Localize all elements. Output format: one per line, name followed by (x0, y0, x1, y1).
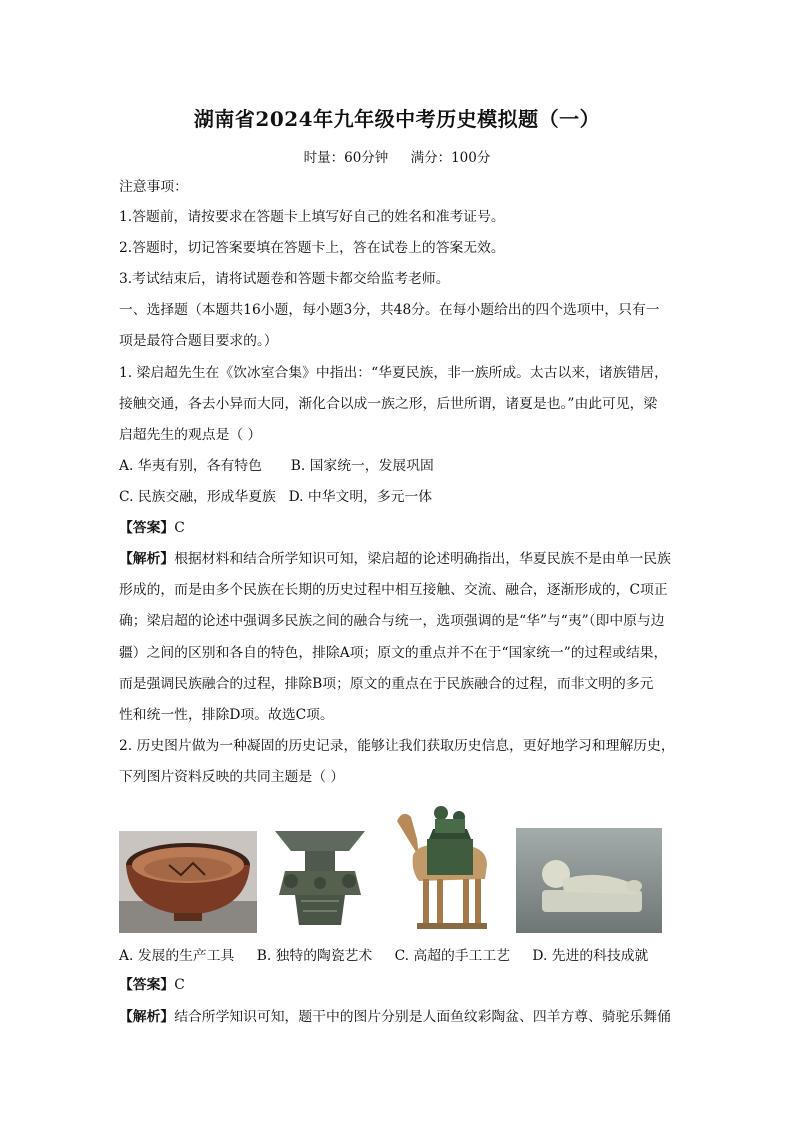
q2-stem-line2: 下列图片资料反映的共同主题是（ ） (119, 769, 345, 785)
q2-analysis-label: 【解析】 (119, 1009, 175, 1025)
q1-analysis-line5: 而是强调民族融合的过程，排除B项；原文的重点在于民族融合的过程，而非文明的多元 (119, 676, 654, 692)
porcelain-pillow-image (516, 828, 662, 933)
q1-analysis-line6: 性和统一性，排除D项。故选C项。 (119, 707, 334, 723)
q1-analysis-line2: 形成的，而是由多个民族在长期的历史过程中相互接触、交流、融合，逐渐形成的，C项正 (119, 582, 668, 598)
pottery-basin-icon (119, 831, 257, 933)
q2-analysis-text: 结合所学知识可知，题干中的图片分别是人面鱼纹彩陶盆、四羊方尊、骑驼乐舞俑 (174, 1009, 671, 1025)
q2-option-c[interactable]: C. 高超的手工工艺 (394, 948, 511, 964)
bronze-zun-image (271, 829, 369, 929)
camel-icon (389, 799, 500, 933)
q1-answer (119, 518, 679, 538)
q1-option-b[interactable]: B. 国家统一，发展巩固 (290, 458, 434, 474)
q2-option-b[interactable]: B. 独特的陶瓷艺术 (256, 948, 373, 964)
q1-option-d[interactable]: D. 中华文明，多元一体 (288, 489, 433, 505)
notice-item-3: 3.考试结束后，请将试题卷和答题卡都交给监考老师。 (119, 271, 450, 287)
notice-item-2: 2.答题时，切记答案要填在答题卡上，答在试卷上的答案无效。 (119, 240, 505, 256)
exam-time: 时量：60分钟 (303, 150, 389, 166)
q1-option-a[interactable]: A. 华夷有别，各有特色 (119, 458, 262, 474)
exam-info (0, 146, 794, 166)
q1-stem-line1: 1. 梁启超先生在《饮冰室合集》中指出：“华夏民族，非一族所成。太古以来，诸族错居， (119, 365, 668, 381)
q1-analysis-text: 根据材料和结合所学知识可知，梁启超的论述明确指出，华夏民族不是由单一民族 (174, 551, 671, 567)
q1-options-row1 (119, 456, 679, 476)
pottery-basin-image (119, 831, 257, 933)
q2-answer-value: C (174, 977, 185, 993)
page-title: 湖南省2024年九年级中考历史模拟题（一） (193, 107, 601, 131)
q2-options-row (119, 944, 666, 964)
q2-option-a[interactable]: A. 发展的生产工具 (119, 948, 235, 964)
q1-answer-label: 【答案】 (119, 520, 175, 536)
camel-figurine-image (389, 799, 500, 933)
q1-answer-value: C (174, 520, 185, 536)
q1-analysis-line1 (119, 549, 679, 569)
q2-option-d[interactable]: D. 先进的科技成就 (532, 948, 649, 964)
notice-heading: 注意事项： (119, 179, 188, 195)
section-heading-line1: 一、选择题（本题共16小题，每小题3分，共48分。在每小题给出的四个选项中，只有一 (119, 302, 660, 318)
q1-options-row2 (119, 487, 679, 507)
q1-stem-line2: 接触交通，各去小异而大同，渐化合以成一族之形，后世所谓，诸夏是也。”由此可见，梁 (119, 396, 658, 412)
q1-stem-line3: 启超先生的观点是（ ） (119, 427, 262, 443)
q1-analysis-line4: 疆）之间的区别和各自的特色，排除A项；原文的重点并不在于“国家统一”的过程或结果， (119, 645, 668, 661)
q2-stem-line1: 2. 历史图片做为一种凝固的历史记录，能够让我们获取历史信息，更好地学习和理解历史， (119, 738, 675, 754)
q1-option-c[interactable]: C. 民族交融，形成华夏族 (119, 489, 276, 505)
notice-item-1: 1.答题前，请按要求在答题卡上填写好自己的姓名和准考证号。 (119, 209, 505, 225)
q2-answer (119, 975, 679, 995)
q2-analysis-line1 (119, 1007, 679, 1027)
bronze-vessel-icon (271, 829, 369, 929)
section-heading-line2: 项是最符合题目要求的。） (119, 333, 278, 349)
q1-analysis-line3: 确；梁启超的论述中强调多民族之间的融合与统一，选项强调的是“华”与“夷”（即中原与边 (119, 613, 665, 629)
q2-answer-label: 【答案】 (119, 977, 175, 993)
exam-score: 满分：100分 (410, 150, 491, 166)
porcelain-figure-icon (516, 828, 662, 933)
q1-analysis-label: 【解析】 (119, 551, 175, 567)
